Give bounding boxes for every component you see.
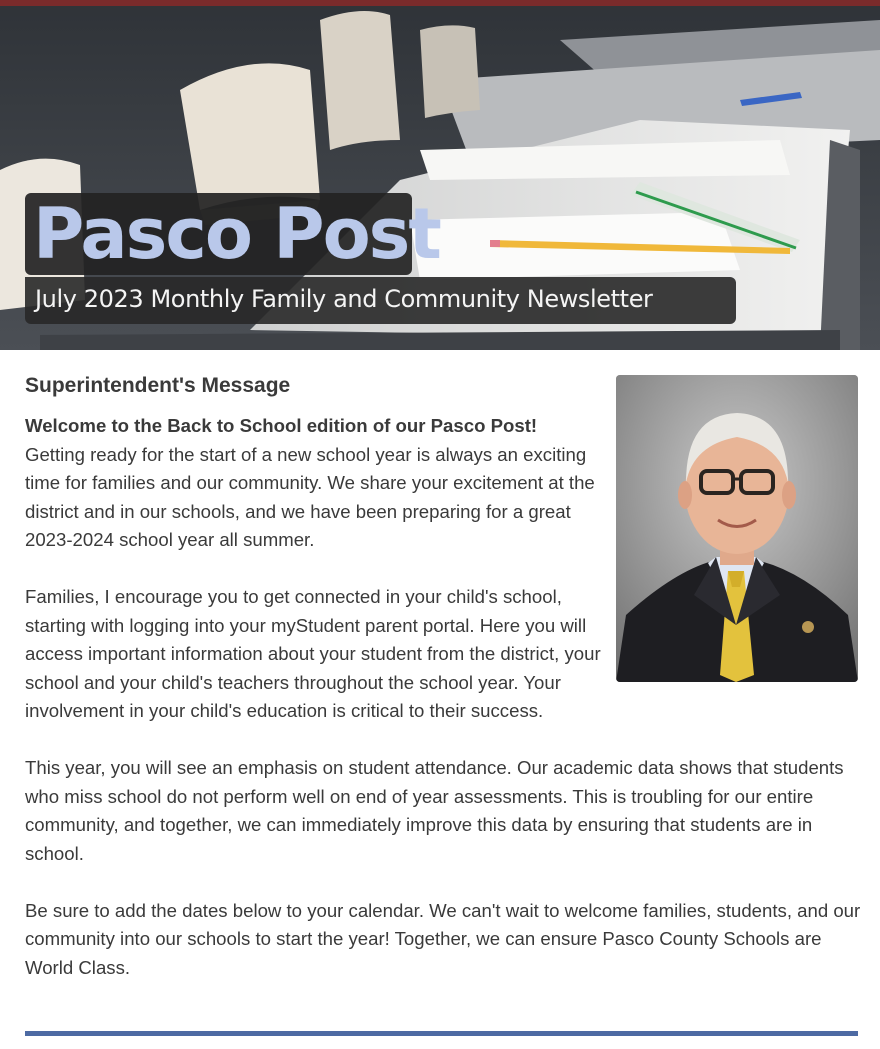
newsletter-subtitle-box xyxy=(25,277,736,324)
photo-spacer xyxy=(621,412,861,686)
newsletter-subtitle: July 2023 Monthly Family and Community Newsletter xyxy=(35,285,653,313)
article-heading: Superintendent's Message xyxy=(25,374,291,397)
section-divider xyxy=(25,1031,858,1036)
article-section xyxy=(0,350,880,1049)
article-paragraph-4: Be sure to add the dates below to your calendar. We can't wait to welcome families, students, and our community into our schools to start the year! Together, we can ensure Pasco County Schools are World Class. xyxy=(25,899,861,978)
intro-bold-text: Welcome to the Back to School edition of our Pasco Post! xyxy=(25,415,538,436)
newsletter-title-box xyxy=(25,193,440,275)
intro-text: Getting ready for the start of a new school year is always an exciting time for families and our community. We share your excitement at the district and in our schools, and we have been preparing for a great 2023-2024 school year all summer. xyxy=(25,443,595,550)
article-body xyxy=(25,412,861,1011)
article-paragraph-3: This year, you will see an emphasis on student attendance. Our academic data shows that students who miss school do not perform well on end of year assessments. This is troubling for our entire community, and together, we can immediately improve this data by ensuring that students are in school. xyxy=(25,757,844,864)
newsletter-title: Pasco Post xyxy=(33,193,440,275)
article-paragraph-2: Families, I encourage you to get connected in your child's school, starting with logging into your myStudent parent portal. Here you will access important information about your student from the district, your school and your child's teachers throughout the school year. Your involvement in your child's education is critical to their success. xyxy=(25,586,601,721)
header-banner xyxy=(0,0,880,350)
